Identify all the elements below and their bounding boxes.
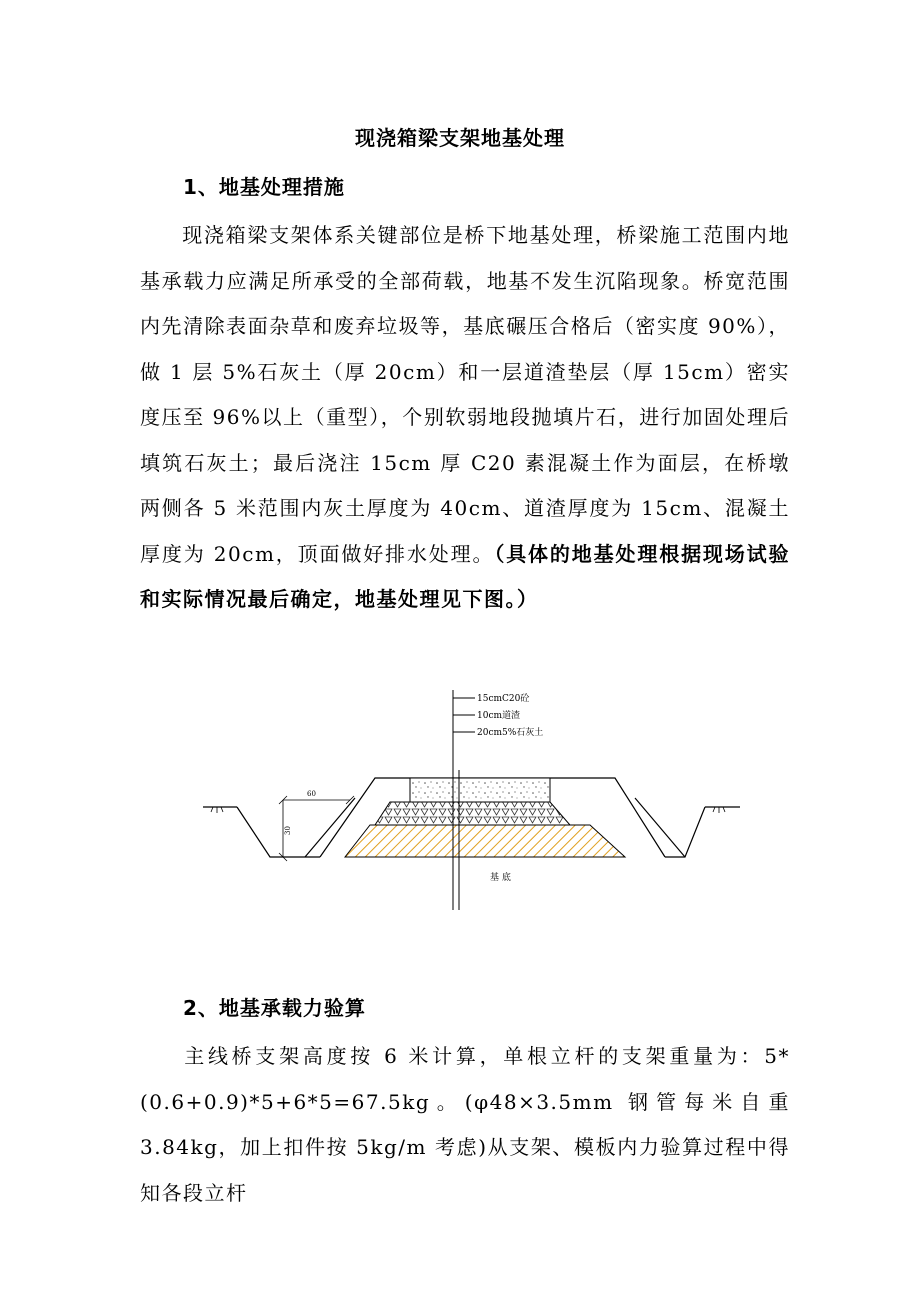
label-base: 基 底 [490,873,511,883]
label-lime-soil: 20cm5%石灰土 [477,728,544,738]
ballast-layer [375,802,570,825]
label-concrete: 15cmC20砼 [477,694,530,704]
section-2-body: 主线桥支架高度按 6 米计算，单根立杆的支架重量为：5*(0.6+0.9)*5+6*5=67.5kg。(φ48×3.5mm 钢管每米自重 3.84kg，加上扣件按 5kg/m 考虑)从支架、模板内力验算过程中得知各段立杆 [140,1044,790,1205]
dimension-width: 60 [307,790,316,798]
section-1-paragraph [140,213,790,623]
page-title: 现浇箱梁支架地基处理 [355,126,565,150]
section-2-paragraph [140,1034,790,1216]
section-1-body: 现浇箱梁支架体系关键部位是桥下地基处理，桥梁施工范围内地基承载力应满足所承受的全部荷载，地基不发生沉陷现象。桥宽范围内先清除表面杂草和废弃垃圾等，基底碾压合格后（密实度 90%），做 1 层 5%石灰土（厚 20cm）和一层道渣垫层（厚 15cm）密实度压至 96%以上（重型），个别软弱地段抛填片石，进行加固处理后填筑石灰土；最后浇注 15cm 厚 C20 素混凝土作为面层，在桥墩两侧各 5 米范围内灰土厚度为 40cm、道渣厚度为 15cm、混凝土厚度为 20cm，顶面做好排水处理。 [140,223,790,566]
foundation-cross-section-diagram [195,680,755,920]
section-1-bold-note: （具体的地基处理根据现场试验和实际情况最后确定，地基处理见下图。） [140,541,790,611]
lime-soil-layer [345,825,625,857]
label-ballast: 10cm道渣 [477,711,521,721]
concrete-layer [410,778,550,802]
section-1-heading: 1、地基处理措施 [183,175,345,199]
dimension-depth: 30 [284,826,292,835]
section-2-heading: 2、地基承载力验算 [183,996,366,1020]
